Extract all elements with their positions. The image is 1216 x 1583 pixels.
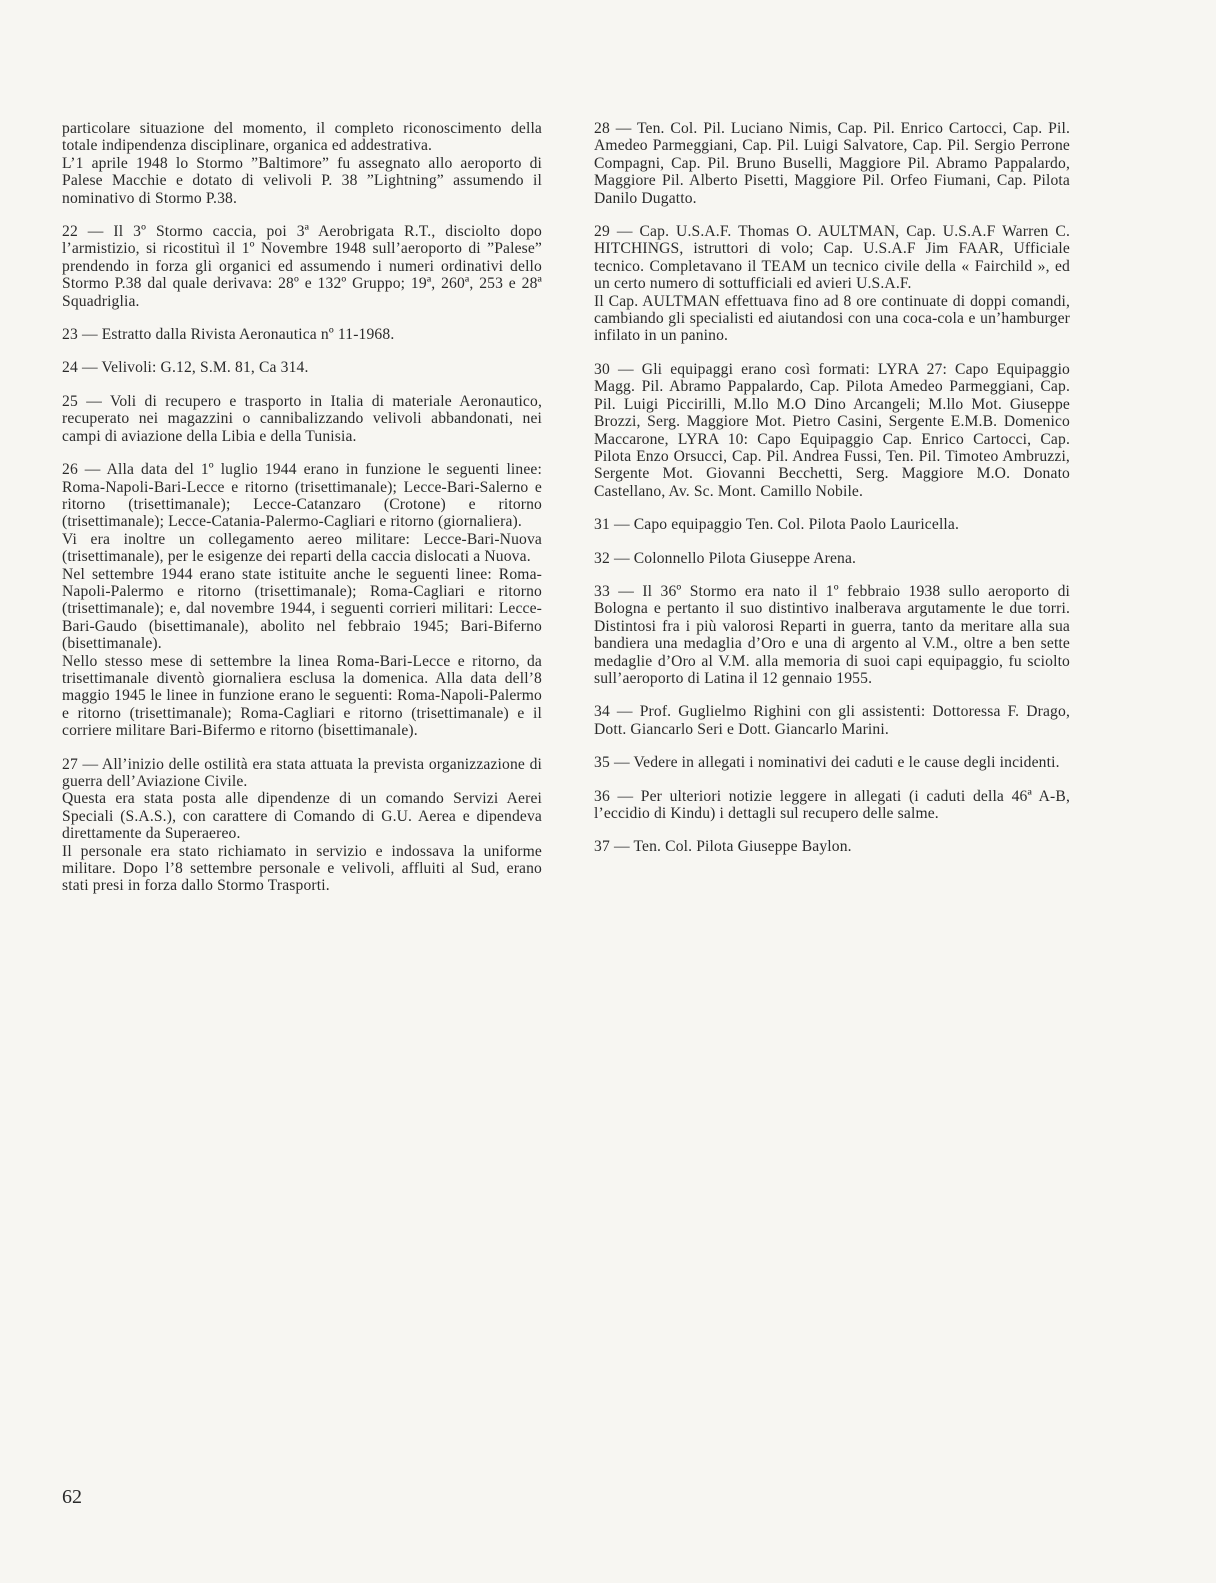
- footnote-26: [62, 461, 542, 740]
- footnote-27: [62, 756, 542, 895]
- footnote-22: [62, 223, 542, 310]
- footnote-paragraph: 36 — Per ulteriori notizie leggere in allegati (i caduti della 46ª A-B, l’eccidio di Kindu) i dettagli sul recupero delle salme.: [594, 787, 1070, 822]
- footnote-cont: [62, 120, 542, 207]
- footnote-30: [594, 361, 1070, 500]
- footnote-25: [62, 393, 542, 445]
- footnote-33: [594, 583, 1070, 687]
- footnote-28: [594, 120, 1070, 207]
- footnote-paragraph: 28 — Ten. Col. Pil. Luciano Nimis, Cap. Pil. Enrico Cartocci, Cap. Pil. Amedeo Parmeggiani, Cap. Pil. Luigi Salvatore, Cap. Pil. Sergio Perrone Compagni, Cap. Pil. Bruno Buselli, Maggiore Pil. Abramo Pappalardo, Maggiore Pil. Alberto Pisetti, Maggiore Pil. Orfeo Fiumani, Cap. Pilota Danilo Dugatto.: [594, 120, 1070, 207]
- footnote-paragraph: 34 — Prof. Guglielmo Righini con gli assistenti: Dottoressa F. Drago, Dott. Giancarlo Seri e Dott. Giancarlo Marini.: [594, 703, 1070, 738]
- footnote-24: [62, 359, 542, 376]
- footnote-paragraph: 32 — Colonnello Pilota Giuseppe Arena.: [594, 549, 857, 567]
- footnote-paragraph: 27 — All’inizio delle ostilità era stata attuata la prevista organizzazione di guerra dell’Aviazione Civile.: [62, 755, 542, 790]
- footnote-paragraph: Vi era inoltre un collegamento aereo militare: Lecce-Bari-Nuova (trisettimanale), per le esigenze dei reparti della caccia dislocati a Nuova.: [62, 530, 542, 566]
- footnote-paragraph: 24 — Velivoli: G.12, S.M. 81, Ca 314.: [62, 359, 309, 377]
- footnote-31: [594, 516, 1070, 533]
- footnote-34: [594, 703, 1070, 738]
- right-column: [594, 120, 1070, 872]
- footnote-paragraph: 23 — Estratto dalla Rivista Aeronautica nº 11-1968.: [62, 326, 395, 344]
- footnote-paragraph: Questa era stata posta alle dipendenze di un comando Servizi Aerei Speciali (S.A.S.), con carattere di Comando di G.U. Aerea e dipendeva direttamente da Superaereo.: [62, 790, 542, 843]
- footnote-paragraph: 29 — Cap. U.S.A.F. Thomas O. AULTMAN, Cap. U.S.A.F Warren C. HITCHINGS, istruttori di volo; Cap. U.S.A.F Jim FAAR, Ufficiale tecnico. Completavano il TEAM un tecnico civile della « Fairchild », ed un certo numero di sottufficiali ed avieri U.S.A.F.: [594, 223, 1070, 293]
- footnote-23: [62, 326, 542, 343]
- footnote-paragraph: 22 — Il 3º Stormo caccia, poi 3ª Aerobrigata R.T., disciolto dopo l’armistizio, si ricostituì il 1º Novembre 1948 sull’aeroporto di ”Palese” prendendo in forza gli organici ed assumendo i numeri ordinativi dello Stormo P.38 dal quale derivava: 28º e 132º Gruppo; 19ª, 260ª, 253 e 28ª Squadriglia.: [62, 223, 542, 310]
- footnote-29: [594, 223, 1070, 345]
- footnote-paragraph: Il Cap. AULTMAN effettuava fino ad 8 ore continuate di doppi comandi, cambiando gli specialisti ed aiutandosi con una coca-cola e un’hamburger infilato in un panino.: [594, 292, 1070, 345]
- footnote-paragraph: 37 — Ten. Col. Pilota Giuseppe Baylon.: [594, 838, 852, 856]
- footnote-paragraph: Nel settembre 1944 erano state istituite anche le seguenti linee: Roma-Napoli-Palermo e ritorno (trisettimanale); Roma-Cagliari e ritorno (trisettimanale); e, dal novembre 1944, i seguenti corrieri militari: Lecce-Bari-Gaudo (bisettimanale), abolito nel febbraio 1945; Bari-Biferno (bisettimanale).: [62, 565, 542, 653]
- footnote-paragraph: Nello stesso mese di settembre la linea Roma-Bari-Lecce e ritorno, da trisettimanale diventò giornaliera esclusa la domenica. Alla data dell’8 maggio 1945 le linee in funzione erano le seguenti: Roma-Napoli-Palermo e ritorno (trisettimanale); Roma-Cagliari e ritorno (trisettimanale) e il corriere militare Bari-Bifermo e ritorno (bisettimanale).: [62, 652, 542, 740]
- footnote-35: [594, 754, 1070, 771]
- left-column: [62, 120, 542, 911]
- footnote-paragraph: 33 — Il 36º Stormo era nato il 1º febbraio 1938 sullo aeroporto di Bologna e pertanto il suo distintivo inalberava argutamente le due torri. Distintosi fra i più valorosi Reparti in guerra, tanto da meritare alla sua bandiera una medaglia d’Oro e una di argento al V.M., oltre a ben sette medaglie d’Oro al V.M. alla memoria di suoi capi equipaggio, fu sciolto sull’aeroporto di Latina il 12 gennaio 1955.: [594, 582, 1070, 687]
- footnote-37: [594, 838, 1070, 855]
- footnote-paragraph: 31 — Capo equipaggio Ten. Col. Pilota Paolo Lauricella.: [594, 516, 960, 534]
- page-number: 62: [62, 1486, 82, 1508]
- footnote-paragraph: 26 — Alla data del 1º luglio 1944 erano in funzione le seguenti linee: Roma-Napoli-Bari-Lecce e ritorno (trisettimanale); Lecce-Bari-Salerno e ritorno (trisettimanale); Lecce-Catanzaro (Crotone) e ritorno (trisettimanale); Lecce-Catania-Palermo-Cagliari e ritorno (giornaliera).: [62, 461, 542, 531]
- footnote-36: [594, 788, 1070, 823]
- footnote-paragraph: particolare situazione del momento, il completo riconoscimento della totale indipendenza disciplinare, organica ed addestrativa.: [62, 120, 542, 155]
- footnote-paragraph: 25 — Voli di recupero e trasporto in Italia di materiale Aeronautico, recuperato nei magazzini o cannibalizzando velivoli abbandonati, nei campi di aviazione della Libia e della Tunisia.: [62, 392, 542, 445]
- footnote-paragraph: L’1 aprile 1948 lo Stormo ”Baltimore” fu assegnato allo aeroporto di Palese Macchie e dotato di velivoli P. 38 ”Lightning” assumendo il nominativo di Stormo P.38.: [62, 154, 542, 207]
- footnote-32: [594, 550, 1070, 567]
- footnote-paragraph: 35 — Vedere in allegati i nominativi dei caduti e le cause degli incidenti.: [594, 754, 1060, 772]
- footnote-paragraph: Il personale era stato richiamato in servizio e indossava la uniforme militare. Dopo l’8 settembre personale e velivoli, affluiti al Sud, erano stati presi in forza dallo Stormo Trasporti.: [62, 842, 542, 895]
- footnote-paragraph: 30 — Gli equipaggi erano così formati: LYRA 27: Capo Equipaggio Magg. Pil. Abramo Pappalardo, Cap. Pilota Amedeo Parmeggiani, Cap. Pil. Luigi Piccirilli, M.llo M.O Dino Arcangeli; M.llo Mot. Giuseppe Brozzi, Serg. Maggiore Mot. Pietro Casini, Sergente E.M.B. Domenico Maccarone, LYRA 10: Capo Equipaggio Cap. Enrico Cartocci, Cap. Pilota Enzo Orsucci, Cap. Pil. Andrea Fussi, Ten. Pil. Timoteo Ambruzzi, Sergente Mot. Giovanni Becchetti, Serg. Maggiore M.O. Donato Castellano, Av. Sc. Mont. Camillo Nobile.: [594, 360, 1070, 500]
